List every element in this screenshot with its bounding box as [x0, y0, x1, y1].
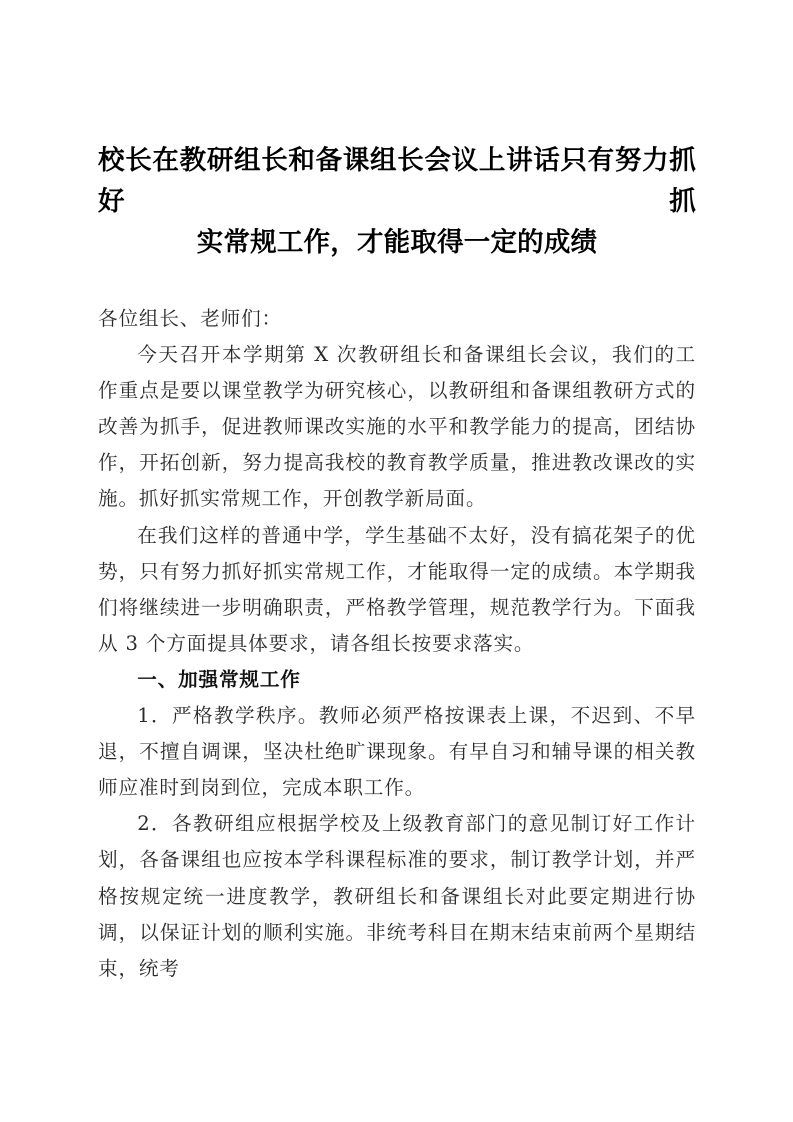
salutation: 各位组长、老师们： [98, 307, 282, 330]
list-item-1: 1．严格教学秩序。教师必须严格按课表上课，不迟到、不早退，不擅自调课，坚决杜绝旷课现象。有早自习和辅导课的相关教师应准时到岗到位，完成本职工作。 [98, 704, 696, 800]
document-body [98, 140, 696, 987]
page-title-line-1: 校长在教研组长和备课组长会议上讲话只有努力抓好抓 [98, 145, 696, 217]
section-heading-1: 一、加强常规工作 [137, 667, 301, 691]
page-title-line-2: 实常规工作，才能取得一定的成绩 [196, 227, 598, 258]
title-body-spacer [98, 271, 696, 301]
list-item-2: 2．各教研组应根据学校及上级教育部门的意见制订好工作计划，各备课组也应按本学科课程标准的要求，制订教学计划，并严格按规定统一进度教学，教研组长和备课组长对此要定期进行协调，以保证计划的顺利实施。非统考科目在期末结束前两个星期结束，统考 [98, 812, 696, 980]
paragraph-opening: 今天召开本学期第 X 次教研组长和备课组长会议，我们的工作重点是要以课堂教学为研究核心，以教研组和备课组教研方式的改善为抓手，促进教师课改实施的水平和教学能力的提高，团结协作，开拓创新，努力提高我校的教育教学质量，推进教改课改的实施。抓好抓实常规工作，开创教学新局面。 [98, 343, 696, 511]
page-title [98, 140, 696, 263]
paragraph-context: 在我们这样的普通中学，学生基础不太好，没有搞花架子的优势，只有努力抓好抓实常规工作，才能取得一定的成绩。本学期我们将继续进一步明确职责，严格教学管理，规范教学行为。下面我从 3 个方面提具体要求，请各组长按要求落实。 [98, 523, 696, 655]
